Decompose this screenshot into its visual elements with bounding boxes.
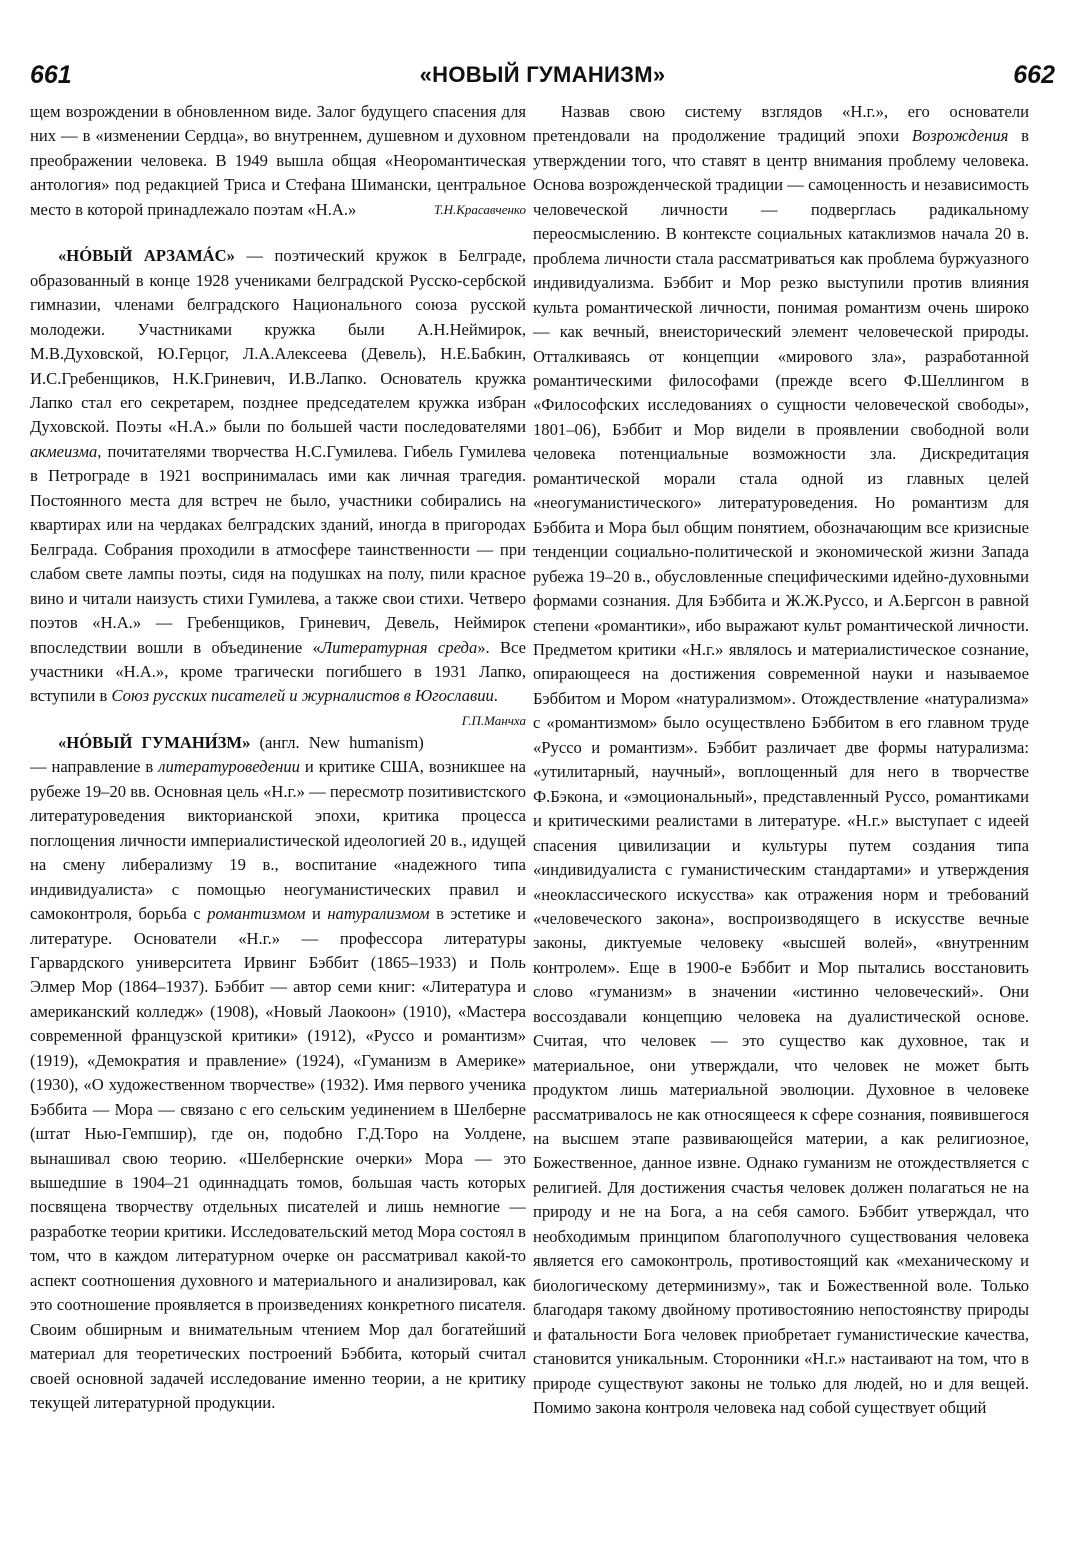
cross-reference: Возрождения: [911, 126, 1009, 146]
page-number-left: 661: [30, 61, 72, 89]
continuation-text: щем возрождении в обновленном виде. Залог будущего спасения для них — в «изменении Сердца», во внутреннем, душевном и духовном преображении человека. В 1949 вышла общая «Неоромантическая антология» под редакцией Триса и Стефана Шимански, центральное место в которой принадлежало поэтам «Н.А.»: [30, 102, 526, 219]
cross-reference: Литературная среда: [320, 637, 478, 657]
left-column: [30, 100, 526, 1540]
running-title: «НОВЫЙ ГУМАНИЗМ»: [419, 62, 666, 87]
page-number-right: 662: [1013, 61, 1055, 89]
right-column: [533, 100, 1029, 1540]
entry-headword: «НÓВЫЙ ГУМАНИ́ЗМ»: [58, 732, 251, 752]
cross-reference: акмеизма: [30, 441, 98, 461]
cross-reference: литературоведении: [158, 757, 300, 777]
author-signature: Т.Н.Красавченко: [433, 201, 526, 217]
entry-headword: «НÓВЫЙ АРЗАМÁС»: [58, 246, 235, 266]
entry-novyi-gumanizm: «НÓВЫЙ ГУМАНИ́ЗМ» (англ. New humanism) — направление в литературоведении и критике США, возникшее на рубеже 19–20 вв. Основная цель «Н.г.» — пересмотр позитивистского литературоведения викторианской эпохи, критика процесса поглощения личности империалистической идеологией 20 в., идущей на смену либерализму 19 в., воспитание «надежного типа индивидуалиста» с помощью неогуманистических правил и самоконтроля, борьба с романтизмом и натурализмом в эстетике и литературе. Основатели «Н.г.» — профессора литературы Гарвардского университета Ирвинг Бэббит (1865–1933) и Поль Элмер Мор (1864–1937). Бэббит — автор семи книг: «Литература и американский колледж» (1908), «Новый Лаокоон» (1910), «Мастера современной французской критики» (1912), «Руссо и романтизм» (1919), «Демократия и правление» (1924), «Гуманизм в Америке» (1930), «О художественном творчестве» (1932). Имя первого ученика Бэббита — Мора — связано с его сельским уединением в Шелберне (штат Нью-Гемпшир), где он, подобно Г.Д.Торо на Уолдене, вынашивал свою теорию. «Шелбернские очерки» Мора — это вышедшие в 1904–21 одиннадцать томов, большая часть которых посвящена творчеству отдельных писателей и лишь немногие — разработке теории критики. Исследовательский метод Мора состоял в том, что в каждом литературном очерке он рассматривал какой-то аспект соотношения духовного и материального и анализировал, как это соотношение проявляется в произведениях конкретного писателя. Своим обширным и внимательным чтением Мор дал богатейший материал для теоретических построений Бэббита, который считал своей основной задачей исследование именно теории, а не критику текущей литературной продукции.: [30, 732, 526, 1413]
cross-reference: Союз русских писателей и журналистов в Югославии: [111, 686, 494, 706]
continuation-paragraph: [30, 100, 526, 222]
body-paragraph: Назвав свою систему взглядов «Н.г.», его основатели претендовали на продолжение традиций эпохи Возрождения в утверждении того, что ставят в центр внимания проблему человека. Основа возрожденческой традиции — самоценность и независимость человеческой личности — подверглась радикальному переосмыслению. В контексте социальных катаклизмов начала 20 в. проблема личности стала рассматриваться как проблема буржуазного индивидуализма. Бэббит и Мор резко выступили против влияния культа романтической личности, понимая романтизм очень широко — как вечный, внеисторический элемент человеческой природы. Отталкиваясь от концепции «мирового зла», разработанной романтическими философами (прежде всего Ф.Шеллингом в «Философских исследованиях о сущности человеческой свободы», 1801–06), Бэббит и Мор видели в проявлении свободной воли человека потенциальные возможности зла. Дискредитация романтической морали стала одной из главных целей «неогуманистического» литературоведения. Но романтизм для Бэббита и Мора был общим понятием, обозначающим все кризисные тенденции социально-политической и экономической жизни Запада рубежа 19–20 в., обусловленные специфическими идейно-духовными формами сознания. Для Бэббита и Ж.Ж.Руссо, и А.Бергсон в равной степени «романтики», ибо выражают культ романтической личности. Предметом критики «Н.г.» являлось и материалистическое сознание, опирающееся на достижения современной науки и называемое Бэббитом и Мором «натурализмом». Отождествление «натурализма» с «романтизмом» было осуществлено Бэббитом в его главном труде «Руссо и романтизм». Бэббит различает две формы натурализма: «утилитарный, научный», воплощенный для него в творчестве Ф.Бэкона, и «эмоциональный», представленный Руссо, романтиками и критическими реалистами в литературе. «Н.г.» выступает с идеей спасения цивилизации и культуры путем создания типа «индивидуалиста с гуманистическим стандартами» и утверждения «неоклассического искусства» как отражения норм и требований «человеческого закона», воспроизводящего в искусстве вечные законы, диктуемые человеку «высшей волей», «внутренним контролем». Еще в 1900-е Бэббит и Мор пытались восстановить слово «гуманизм» в значении «истинно человеческий». Они воссоздавали концепцию человека на дуалистической основе. Считая, что человек — это существо как духовное, так и материальное, они утверждали, что человек не может быть продуктом лишь материальной эволюции. Духовное в человеке рассматривалось не как относящееся к сфере сознания, появившегося на высшем этапе развивающейся материи, а как религиозное, Божественное, данное извне. Однако гуманизм не отождествляется с религией. Для достижения счастья человек должен полагаться не на природу и не на Бога, а на себя самого. Бэббит утверждал, что необходимым принципом благополучного существования человека является его самоконтроль, противостоящий как «механическому и биологическому детерминизму», так и Божественной воле. Только благодаря такому двойному противостоянию непостоянству природы и фатальности Бога человек приобретает гуманистические качества, становится уникальным. Сторонники «Н.г.» настаивают на том, что в природе существуют законы не только для людей, но и для вещей. Помимо закона контроля человека над собой существует общий: [533, 102, 1029, 1418]
author-signature: Г.П.Манчха: [461, 712, 526, 728]
entry-novyi-arzamas: «НÓВЫЙ АРЗАМÁС» — поэтический кружок в Белграде, образованный в конце 1928 учениками белградской Русско-сербской гимназии, членами белградского Национального союза русской молодежи. Участниками кружка были А.Н.Неймирок, М.В.Духовской, Ю.Герцог, Л.А.Алексеева (Девель), Н.Е.Бабкин, И.С.Гребенщиков, Н.К.Гриневич, И.В.Лапко. Основатель кружка Лапко стал его секретарем, позднее председателем кружка избран Духовской. Поэты «Н.А.» были по большей части последователями акмеизма, почитателями творчества Н.С.Гумилева. Гибель Гумилева в Петрограде в 1921 воспринималась ими как личная трагедия. Постоянного места для встреч не было, участники собирались на квартирах или на чердаках белградских зданий, иногда в пригородах Белграда. Собрания проходили в атмосфере таинственности — при слабом свете лампы поэты, сидя на подушках на полу, пили красное вино и читали наизусть стихи Гумилева, а также свои стихи. Четверо поэтов «Н.А.» — Гребенщиков, Гриневич, Девель, Неймирок впоследствии вошли в объединение «Литературная среда». Все участники «Н.А.», кроме трагически погибшего в 1931 Лапко, вступили в Союз русских писателей и журналистов в Югославии. Г.П.Манчха: [30, 244, 526, 709]
page-header: [30, 58, 1055, 92]
cross-reference: романтизмом: [207, 904, 306, 924]
cross-reference: натурализмом: [327, 904, 430, 924]
